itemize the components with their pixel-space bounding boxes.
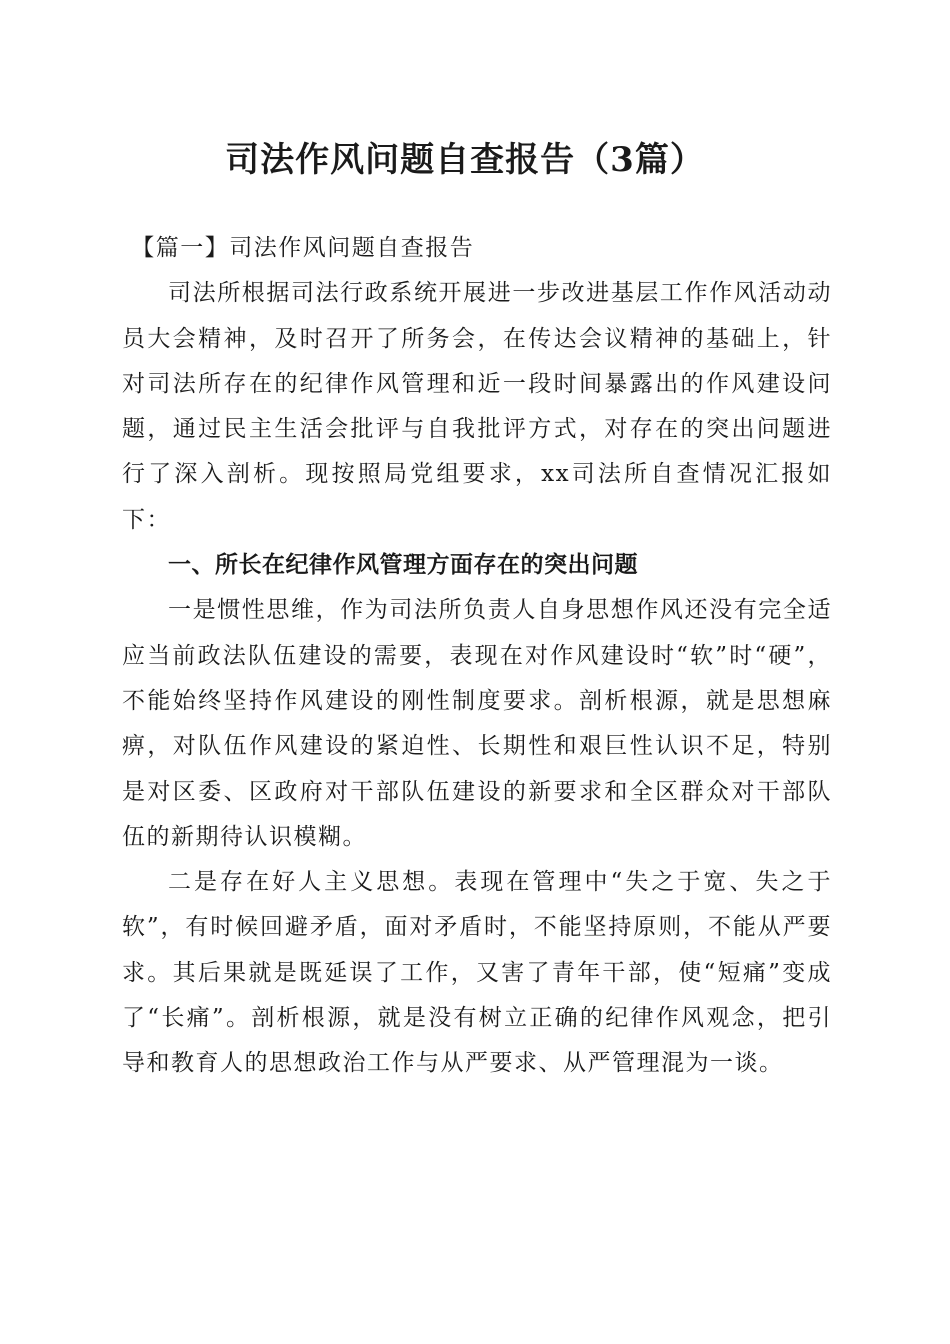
- section-heading: 【篇一】司法作风问题自查报告: [131, 235, 475, 261]
- document-body: [122, 226, 832, 1087]
- subheading-problems: 一、所长在纪律作风管理方面存在的突出问题: [168, 552, 638, 579]
- paragraph-point-one: 一是惯性思维，作为司法所负责人自身思想作风还没有完全适应当前政法队伍建设的需要，表现在对作风建设时“软”时“硬”，不能始终坚持作风建设的刚性制度要求。剖析根源，就是思想麻痹，对队伍作风建设的紧迫性、长期性和艰巨性认识不足，特别是对区委、区政府对干部队伍建设的新要求和全区群众对干部队伍的新期待认识模糊。: [122, 597, 832, 850]
- document-title: 司法作风问题自查报告（3篇）: [225, 140, 705, 180]
- paragraph-point-two: 二是存在好人主义思想。表现在管理中“失之于宽、失之于软”，有时候回避矛盾，面对矛盾时，不能坚持原则，不能从严要求。其后果就是既延误了工作，又害了青年干部，使“短痛”变成了“长痛”。剖析根源，就是没有树立正确的纪律作风观念，把引导和教育人的思想政治工作与从严要求、从严管理混为一谈。: [122, 869, 832, 1077]
- paragraph-intro: 司法所根据司法行政系统开展进一步改进基层工作作风活动动员大会精神，及时召开了所务会，在传达会议精神的基础上，针对司法所存在的纪律作风管理和近一段时间暴露出的作风建设问题，通过民主生活会批评与自我批评方式，对存在的突出问题进行了深入剖析。现按照局党组要求，xx司法所自查情况汇报如下：: [122, 280, 832, 533]
